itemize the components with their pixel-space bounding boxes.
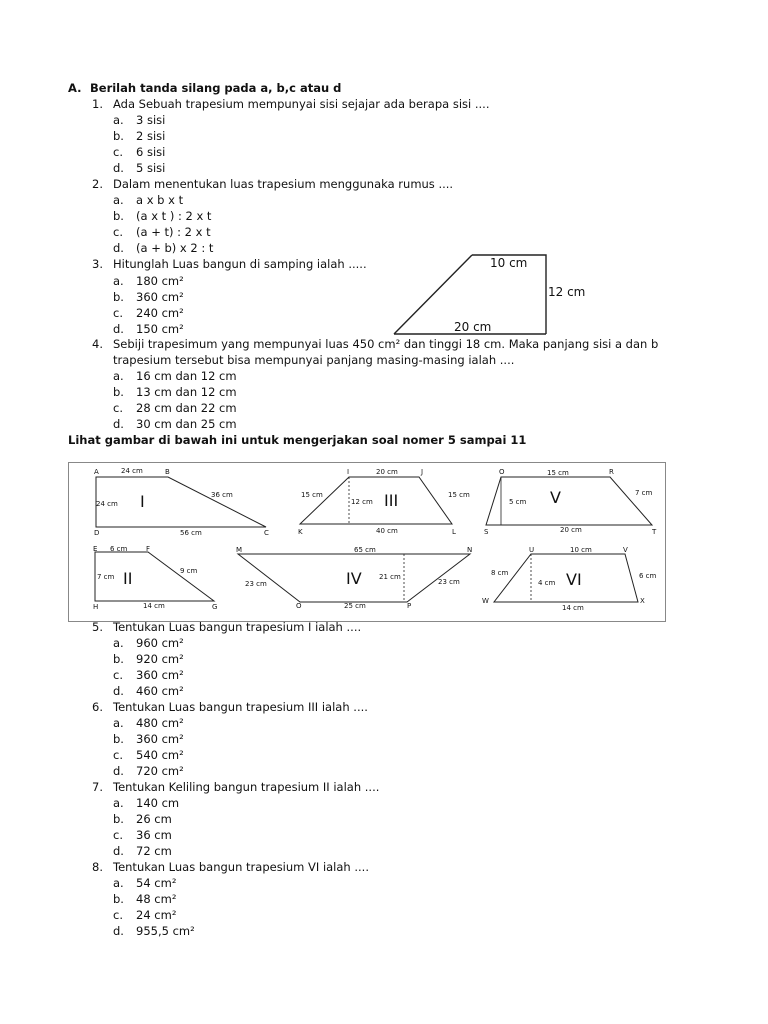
q8-option-letter: a.	[113, 876, 124, 890]
q5-option-text[interactable]: 460 cm²	[136, 684, 184, 698]
svg-text:7 cm: 7 cm	[97, 573, 115, 581]
svg-text:III: III	[384, 491, 399, 510]
q6-option-text[interactable]: 720 cm²	[136, 764, 184, 778]
q8-option-text[interactable]: 955,5 cm²	[136, 924, 195, 938]
q8-option-letter: c.	[113, 908, 123, 922]
svg-text:36 cm: 36 cm	[211, 491, 233, 499]
svg-text:U: U	[529, 546, 535, 554]
q1-option-letter: a.	[113, 113, 124, 127]
svg-text:W: W	[482, 597, 489, 605]
trapezoid-V	[484, 468, 657, 536]
section-letter: A.	[68, 81, 82, 95]
svg-text:65 cm: 65 cm	[354, 546, 376, 554]
svg-text:5 cm: 5 cm	[509, 498, 527, 506]
q8-number: 8.	[92, 860, 103, 874]
trapezoid-figures-panel	[68, 462, 666, 622]
q1-option-text[interactable]: 6 sisi	[136, 145, 166, 159]
q3-top-label: 10 cm	[490, 256, 528, 270]
q7-option-letter: d.	[113, 844, 124, 858]
svg-text:20 cm: 20 cm	[376, 468, 398, 476]
q6-option-letter: d.	[113, 764, 124, 778]
q3-option-letter: a.	[113, 274, 124, 288]
q3-bottom-label: 20 cm	[454, 320, 492, 334]
svg-text:X: X	[640, 597, 645, 605]
svg-text:21 cm: 21 cm	[379, 573, 401, 581]
svg-text:F: F	[146, 545, 151, 553]
trapezoid-IV	[236, 546, 472, 610]
svg-text:14 cm: 14 cm	[562, 604, 584, 612]
svg-text:H: H	[93, 603, 99, 611]
svg-text:O: O	[296, 602, 302, 610]
q6-option-letter: c.	[113, 748, 123, 762]
q2-option-text[interactable]: (a x t ) : 2 x t	[136, 209, 212, 223]
svg-text:II: II	[123, 569, 133, 588]
q2-option-text[interactable]: a x b x t	[136, 193, 184, 207]
q1-option-text[interactable]: 5 sisi	[136, 161, 166, 175]
q2-number: 2.	[92, 177, 103, 191]
q7-option-text[interactable]: 72 cm	[136, 844, 172, 858]
svg-text:8 cm: 8 cm	[491, 569, 509, 577]
q6-option-letter: b.	[113, 732, 124, 746]
q4-option-text[interactable]: 30 cm dan 25 cm	[136, 417, 237, 431]
trapezoid-II	[93, 545, 217, 611]
svg-text:10 cm: 10 cm	[570, 546, 592, 554]
q5-option-text[interactable]: 920 cm²	[136, 652, 184, 666]
q4-option-letter: c.	[113, 401, 123, 415]
svg-text:12 cm: 12 cm	[351, 498, 373, 506]
svg-text:R: R	[609, 468, 614, 476]
svg-text:15 cm: 15 cm	[301, 491, 323, 499]
q8-option-text[interactable]: 54 cm²	[136, 876, 177, 890]
svg-text:T: T	[652, 528, 657, 536]
svg-text:56 cm: 56 cm	[180, 529, 202, 537]
q8-option-text[interactable]: 24 cm²	[136, 908, 177, 922]
q2-option-text[interactable]: (a + b) x 2 : t	[136, 241, 214, 255]
svg-text:P: P	[407, 602, 412, 610]
trapezoid-I	[94, 467, 269, 537]
q7-option-text[interactable]: 36 cm	[136, 828, 172, 842]
q5-text: Tentukan Luas bangun trapesium I ialah ....	[113, 620, 362, 634]
q5-option-letter: c.	[113, 668, 123, 682]
svg-text:A: A	[94, 468, 99, 476]
q3-option-text[interactable]: 150 cm²	[136, 322, 184, 336]
svg-text:O: O	[499, 468, 505, 476]
q2-option-letter: b.	[113, 209, 124, 223]
q4-option-text[interactable]: 16 cm dan 12 cm	[136, 369, 237, 383]
q2-option-letter: d.	[113, 241, 124, 255]
q3-number: 3.	[92, 257, 103, 271]
svg-text:20 cm: 20 cm	[560, 526, 582, 534]
q6-option-text[interactable]: 480 cm²	[136, 716, 184, 730]
svg-text:B: B	[165, 468, 170, 476]
q8-option-text[interactable]: 48 cm²	[136, 892, 177, 906]
svg-text:D: D	[94, 529, 100, 537]
svg-text:15 cm: 15 cm	[547, 469, 569, 477]
svg-text:25 cm: 25 cm	[344, 602, 366, 610]
svg-text:24 cm: 24 cm	[121, 467, 143, 475]
q4-option-letter: b.	[113, 385, 124, 399]
svg-text:23 cm: 23 cm	[245, 580, 267, 588]
q3-trapezoid-figure	[380, 250, 600, 340]
q8-option-letter: b.	[113, 892, 124, 906]
svg-text:23 cm: 23 cm	[438, 578, 460, 586]
svg-text:VI: VI	[566, 570, 582, 589]
svg-text:I: I	[140, 492, 145, 511]
q3-option-text[interactable]: 360 cm²	[136, 290, 184, 304]
q1-option-letter: d.	[113, 161, 124, 175]
svg-text:J: J	[421, 468, 424, 476]
svg-text:G: G	[212, 603, 218, 611]
instruction-text: Lihat gambar di bawah ini untuk mengerjakan soal nomer 5 sampai 11	[68, 433, 527, 447]
svg-text:S: S	[484, 528, 489, 536]
q3-option-letter: c.	[113, 306, 123, 320]
q1-option-letter: c.	[113, 145, 123, 159]
q3-option-letter: d.	[113, 322, 124, 336]
svg-text:V: V	[623, 546, 628, 554]
svg-text:M: M	[236, 546, 243, 554]
q4-text-line2: trapesium tersebut bisa mempunyai panjang masing-masing ialah ....	[113, 353, 515, 367]
trapezoid-III	[298, 468, 470, 536]
q4-number: 4.	[92, 337, 103, 351]
q7-option-letter: a.	[113, 796, 124, 810]
svg-text:I: I	[347, 468, 350, 476]
svg-text:E: E	[93, 545, 98, 553]
trapezoid-VI	[482, 546, 657, 612]
q4-option-letter: a.	[113, 369, 124, 383]
q1-option-text[interactable]: 3 sisi	[136, 113, 166, 127]
q7-option-text[interactable]: 26 cm	[136, 812, 172, 826]
q1-text: Ada Sebuah trapesium mempunyai sisi sejajar ada berapa sisi ....	[113, 97, 490, 111]
q7-number: 7.	[92, 780, 103, 794]
q5-option-text[interactable]: 360 cm²	[136, 668, 184, 682]
q5-number: 5.	[92, 620, 103, 634]
q6-text: Tentukan Luas bangun trapesium III ialah ....	[113, 700, 368, 714]
svg-text:6 cm: 6 cm	[110, 545, 128, 553]
q4-option-text[interactable]: 13 cm dan 12 cm	[136, 385, 237, 399]
svg-text:4 cm: 4 cm	[538, 579, 556, 587]
q3-right-label: 12 cm	[548, 285, 586, 299]
svg-text:7 cm: 7 cm	[635, 489, 653, 497]
q6-option-letter: a.	[113, 716, 124, 730]
svg-text:24 cm: 24 cm	[96, 500, 118, 508]
q2-option-letter: a.	[113, 193, 124, 207]
q1-option-letter: b.	[113, 129, 124, 143]
svg-text:K: K	[298, 528, 303, 536]
q2-option-letter: c.	[113, 225, 123, 239]
q8-text: Tentukan Luas bangun trapesium VI ialah ....	[113, 860, 369, 874]
q2-text: Dalam menentukan luas trapesium menggunaka rumus ....	[113, 177, 454, 191]
svg-text:C: C	[264, 529, 269, 537]
svg-text:15 cm: 15 cm	[448, 491, 470, 499]
q7-option-letter: b.	[113, 812, 124, 826]
svg-text:N: N	[467, 546, 473, 554]
q3-text: Hitunglah Luas bangun di samping ialah .....	[113, 257, 367, 271]
q7-text: Tentukan Keliling bangun trapesium II ialah ....	[113, 780, 380, 794]
svg-text:L: L	[452, 528, 456, 536]
q7-option-text[interactable]: 140 cm	[136, 796, 180, 810]
q5-option-text[interactable]: 960 cm²	[136, 636, 184, 650]
svg-text:6 cm: 6 cm	[639, 572, 657, 580]
q5-option-letter: a.	[113, 636, 124, 650]
q7-option-letter: c.	[113, 828, 123, 842]
svg-text:V: V	[550, 488, 561, 507]
svg-text:40 cm: 40 cm	[376, 527, 398, 535]
q6-number: 6.	[92, 700, 103, 714]
q5-option-letter: d.	[113, 684, 124, 698]
q4-text-line1: Sebiji trapesimum yang mempunyai luas 450 cm² dan tinggi 18 cm. Maka panjang sisi a dan b	[113, 337, 659, 351]
section-heading: Berilah tanda silang pada a, b,c atau d	[90, 81, 342, 95]
q1-option-text[interactable]: 2 sisi	[136, 129, 166, 143]
q2-option-text[interactable]: (a + t) : 2 x t	[136, 225, 211, 239]
q6-option-text[interactable]: 540 cm²	[136, 748, 184, 762]
q3-option-text[interactable]: 240 cm²	[136, 306, 184, 320]
svg-text:IV: IV	[346, 569, 362, 588]
svg-text:14 cm: 14 cm	[143, 602, 165, 610]
q3-option-text[interactable]: 180 cm²	[136, 274, 184, 288]
q4-option-text[interactable]: 28 cm dan 22 cm	[136, 401, 237, 415]
q8-option-letter: d.	[113, 924, 124, 938]
q5-option-letter: b.	[113, 652, 124, 666]
q6-option-text[interactable]: 360 cm²	[136, 732, 184, 746]
q1-number: 1.	[92, 97, 103, 111]
q4-option-letter: d.	[113, 417, 124, 431]
svg-text:9 cm: 9 cm	[180, 567, 198, 575]
q3-option-letter: b.	[113, 290, 124, 304]
